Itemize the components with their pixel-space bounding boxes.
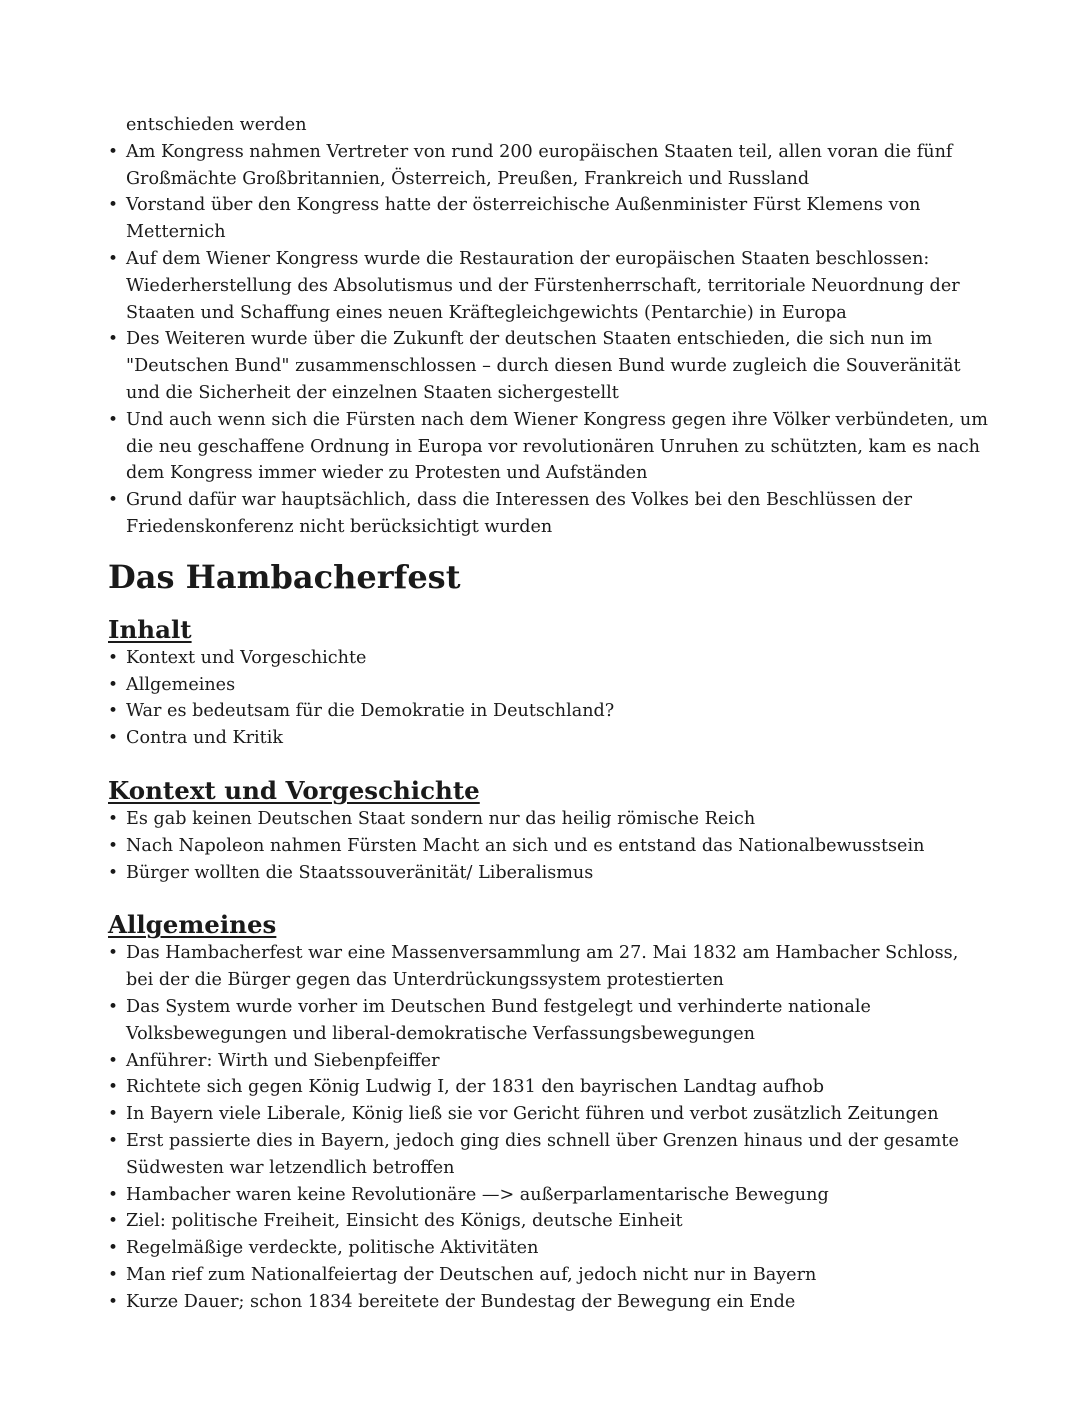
list-item: • Regelmäßige verdeckte, politische Aktivitäten bbox=[108, 1235, 988, 1262]
list-item: • Nach Napoleon nahmen Fürsten Macht an sich und es entstand das Nationalbewusstsein bbox=[108, 833, 988, 860]
list-item: • War es bedeutsam für die Demokratie in Deutschland? bbox=[108, 698, 988, 725]
list-item: • Hambacher waren keine Revolutionäre —> außerparlamentarische Bewegung bbox=[108, 1182, 988, 1209]
list-item: • Und auch wenn sich die Fürsten nach dem Wiener Kongress gegen ihre Völker verbündeten, um die neu geschaffene Ordnung in Europa vor revolutionären Unruhen zu schützten, kam es nach dem Kongress immer wieder zu Protesten und Aufständen bbox=[108, 407, 988, 487]
kontext-list bbox=[108, 806, 988, 886]
section-heading-allgemeines: Allgemeines bbox=[108, 910, 277, 940]
list-item: • Kontext und Vorgeschichte bbox=[108, 645, 988, 672]
page-title: Das Hambacherfest bbox=[108, 557, 461, 596]
list-item: • Des Weiteren wurde über die Zukunft der deutschen Staaten entschieden, die sich nun im "Deutschen Bund" zusammenschlossen – durch diesen Bund wurde zugleich die Souveränität und die Sicherheit der einzelnen Staaten sichergestellt bbox=[108, 326, 988, 406]
list-item: • Das Hambacherfest war eine Massenversammlung am 27. Mai 1832 am Hambacher Schloss, bei der die Bürger gegen das Unterdrückungssystem protestierten bbox=[108, 940, 988, 994]
list-item: • Kurze Dauer; schon 1834 bereitete der Bundestag der Bewegung ein Ende bbox=[108, 1289, 988, 1316]
list-item: • Vorstand über den Kongress hatte der österreichische Außenminister Fürst Klemens von Metternich bbox=[108, 192, 988, 246]
allgemeines-list bbox=[108, 940, 988, 1315]
list-item: • Anführer: Wirth und Siebenpfeiffer bbox=[108, 1048, 988, 1075]
intro-list bbox=[108, 112, 988, 541]
inhalt-list bbox=[108, 645, 988, 752]
list-item: • Bürger wollten die Staatssouveränität/ Liberalismus bbox=[108, 860, 988, 887]
list-item: • Auf dem Wiener Kongress wurde die Restauration der europäischen Staaten beschlossen: Wiederherstellung des Absolutismus und der Fürstenherrschaft, territoriale Neuordnung der Staaten und Schaffung eines neuen Kräftegleichgewichts (Pentarchie) in Europa bbox=[108, 246, 988, 326]
list-item: • Ziel: politische Freiheit, Einsicht des Königs, deutsche Einheit bbox=[108, 1208, 988, 1235]
list-item: • Erst passierte dies in Bayern, jedoch ging dies schnell über Grenzen hinaus und der gesamte Südwesten war letzendlich betroffen bbox=[108, 1128, 988, 1182]
list-item: • Es gab keinen Deutschen Staat sondern nur das heilig römische Reich bbox=[108, 806, 988, 833]
list-item: • Allgemeines bbox=[108, 672, 988, 699]
list-item: entschieden werden bbox=[126, 115, 307, 135]
list-item: • Contra und Kritik bbox=[108, 725, 988, 752]
document-content bbox=[108, 112, 988, 1315]
list-item: • Das System wurde vorher im Deutschen Bund festgelegt und verhinderte nationale Volksbewegungen und liberal-demokratische Verfassungsbewegungen bbox=[108, 994, 988, 1048]
section-heading-inhalt: Inhalt bbox=[108, 614, 192, 644]
list-item: • Grund dafür war hauptsächlich, dass die Interessen des Volkes bei den Beschlüssen der Friedenskonferenz nicht berücksichtigt wurden bbox=[108, 487, 988, 541]
list-item: • In Bayern viele Liberale, König ließ sie vor Gericht führen und verbot zusätzlich Zeitungen bbox=[108, 1101, 988, 1128]
list-item: • Richtete sich gegen König Ludwig I, der 1831 den bayrischen Landtag aufhob bbox=[108, 1074, 988, 1101]
list-item: • Am Kongress nahmen Vertreter von rund 200 europäischen Staaten teil, allen voran die fünf Großmächte Großbritannien, Österreich, Preußen, Frankreich und Russland bbox=[108, 139, 988, 193]
list-item: • Man rief zum Nationalfeiertag der Deutschen auf, jedoch nicht nur in Bayern bbox=[108, 1262, 988, 1289]
section-heading-kontext: Kontext und Vorgeschichte bbox=[108, 775, 480, 805]
